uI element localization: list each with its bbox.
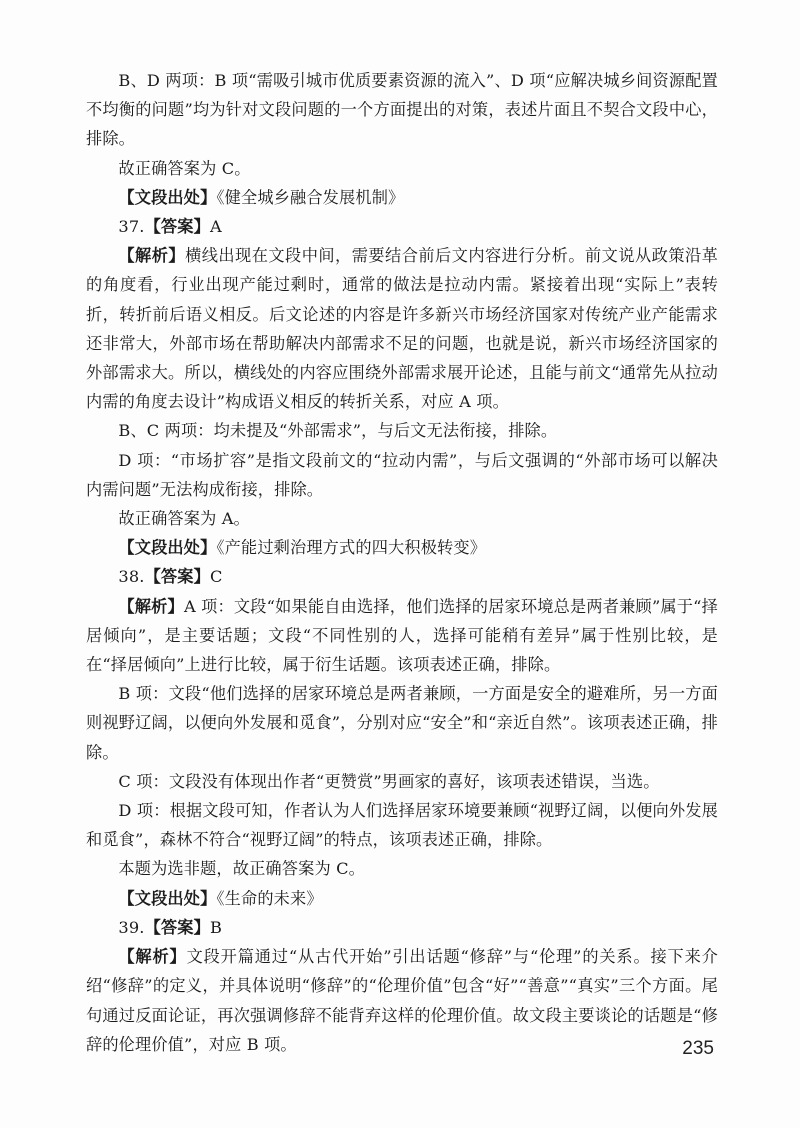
source-title: 《生命的未来》	[216, 888, 323, 908]
question-37-source	[86, 533, 718, 562]
page-content	[86, 66, 718, 1059]
question-37-header	[86, 212, 718, 241]
source-label: 【文段出处】	[118, 888, 217, 908]
paragraph-bd-options: B、D 两项：B 项“需吸引城市优质要素资源的流入”、D 项“应解决城乡间资源配置不均衡的问题”均为针对文段问题的一个方面提出的对策，表述片面且不契合文段中心，排除。	[86, 71, 718, 149]
question-39-analysis	[86, 942, 718, 1059]
source-label: 【文段出处】	[118, 187, 217, 207]
source-label: 【文段出处】	[118, 538, 217, 558]
question-38-b: B 项：文段“他们选择的居家环境总是两者兼顾，一方面是安全的避难所，另一方面则视野辽阔，以便向外发展和觅食”，分别对应“安全”和“亲近自然”。该项表述正确，排除。	[86, 684, 718, 762]
question-38-a	[86, 592, 718, 680]
paragraph-answer-c: 故正确答案为 C。	[118, 158, 251, 178]
source-title: 《产能过剩治理方式的四大积极转变》	[216, 538, 487, 558]
question-38-source	[86, 884, 718, 913]
question-37-analysis	[86, 241, 718, 416]
analysis-label: 【解析】	[118, 947, 187, 967]
analysis-text: A 项：文段“如果能自由选择，他们选择的居家环境总是两者兼顾”属于“择居倾向”，是主要话题；文段“不同性别的人，选择可能稍有差异”属于性别比较，是在“择居倾向”上进行比较，属于衍生话题。该项表述正确，排除。	[86, 596, 718, 675]
analysis-text: 文段开篇通过“从古代开始”引出话题“修辞”与“伦理”的关系。接下来介绍“修辞”的定义，并具体说明“修辞”的“伦理价值”包含“好”“善意”“真实”三个方面。尾句通过反面论证，再次强调修辞不能背弃这样的伦理价值。故文段主要谈论的话题是“修辞的伦理价值”，对应 B 项。	[86, 947, 718, 1054]
answer-value: B	[209, 917, 222, 937]
question-38-c: C 项：文段没有体现出作者“更赞赏”男画家的喜好，该项表述错误，当选。	[118, 771, 660, 791]
source-title: 《健全城乡融合发展机制》	[216, 187, 405, 207]
question-37-d: D 项：“市场扩容”是指文段前文的“拉动内需”，与后文强调的“外部市场可以解决内需问题”无法构成衔接，排除。	[86, 450, 718, 499]
analysis-label: 【解析】	[118, 246, 186, 266]
question-38-d: D 项：根据文段可知，作者认为人们选择居家环境要兼顾“视野辽阔，以便向外发展和觅食”，森林不符合“视野辽阔”的特点，该项表述正确，排除。	[86, 801, 718, 850]
question-number: 38.	[118, 567, 145, 587]
answer-value: C	[209, 567, 223, 587]
page-number: 235	[682, 1038, 714, 1059]
question-38-header	[86, 562, 718, 591]
analysis-label: 【解析】	[118, 596, 184, 616]
answer-label: 【答案】	[144, 917, 210, 937]
analysis-text: 横线出现在文段中间，需要结合前后文内容进行分析。前文说从政策沿革的角度看，行业出现产能过剩时，通常的做法是拉动内需。紧接着出现“实际上”表转折，转折前后语义相反。后文论述的内容是许多新兴市场经济国家对传统产业产能需求还非常大，外部市场在帮助解决内部需求不足的问题，也就是说，新兴市场经济国家的外部需求大。所以，横线处的内容应围绕外部需求展开论述，且能与前文“通常先从拉动内需的角度去设计”构成语义相反的转折关系，对应 A 项。	[86, 246, 718, 412]
question-39-header	[86, 913, 718, 942]
question-38-conclusion: 本题为选非题，故正确答案为 C。	[118, 859, 365, 879]
paragraph-source-36	[86, 183, 718, 212]
question-number: 37.	[118, 217, 145, 237]
question-number: 39.	[118, 917, 145, 937]
question-37-conclusion: 故正确答案为 A。	[118, 509, 250, 529]
answer-label: 【答案】	[144, 567, 210, 587]
question-37-bc: B、C 两项：均未提及“外部需求”，与后文无法衔接，排除。	[118, 421, 558, 441]
answer-label: 【答案】	[144, 217, 210, 237]
answer-value: A	[209, 217, 222, 237]
